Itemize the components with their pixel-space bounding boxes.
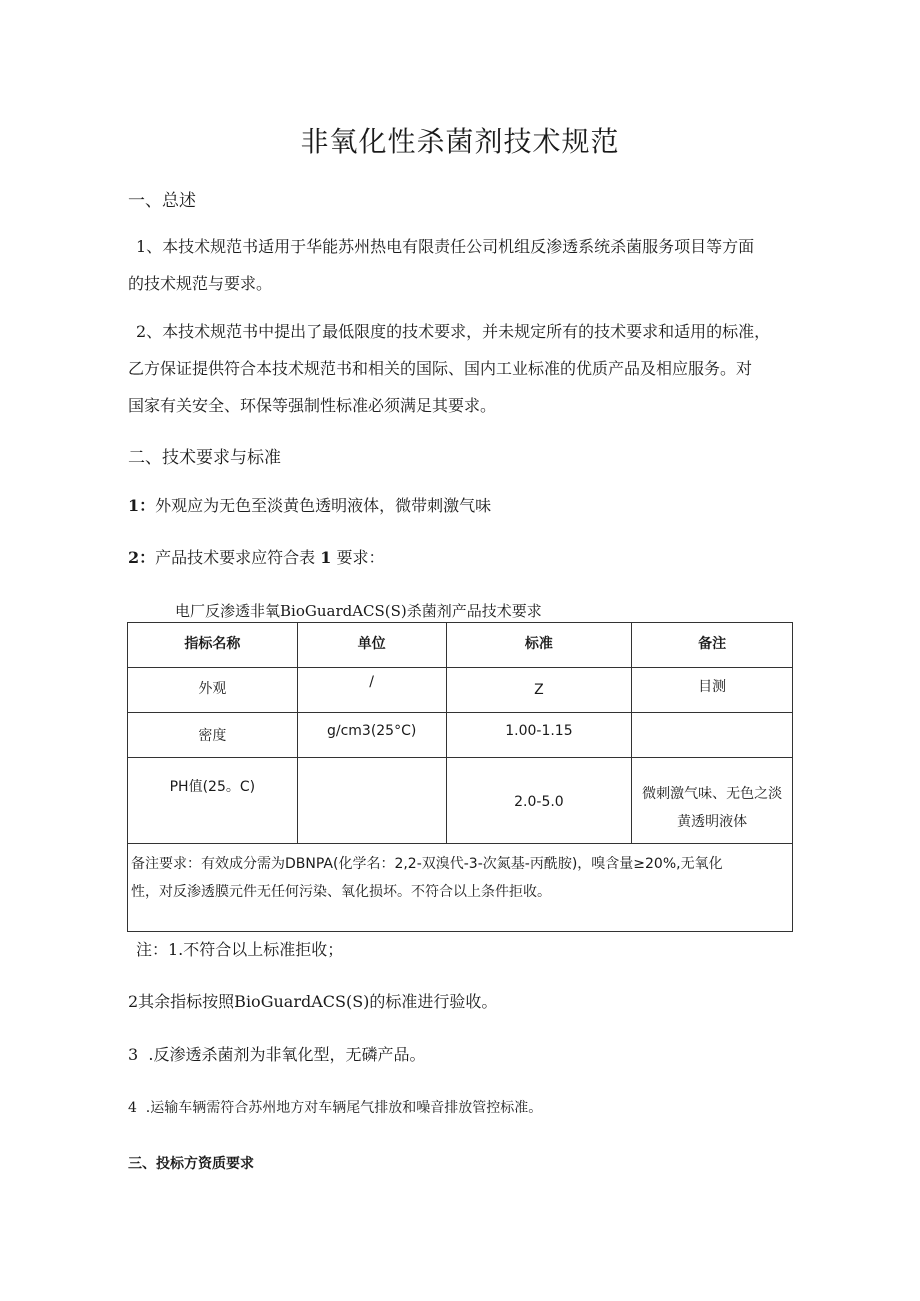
table-header-row [128, 623, 793, 668]
table-remark [128, 844, 793, 932]
cell-remark [632, 758, 793, 844]
cell-unit: / [297, 668, 446, 713]
section1-para1-line1: 1、本技术规范书适用于华能苏州热电有限责任公司机组反渗透系统杀菌服务项目等方面 [136, 237, 755, 256]
section3-heading: 三、投标方资质要求 [128, 1156, 254, 1172]
cell-standard: Z [446, 668, 632, 713]
header-unit: 单位 [297, 623, 446, 668]
cell-name: 外观 [128, 668, 298, 713]
header-standard: 标准 [446, 623, 632, 668]
requirement-item-1 [128, 493, 491, 516]
item-text-end: 要求： [336, 548, 385, 567]
section1-para1-line2: 的技术规范与要求。 [128, 274, 273, 293]
cell-unit: g∕cm3(25°C) [297, 713, 446, 758]
table-ref-number: 1 [320, 548, 332, 567]
section1-para2-line3: 国家有关安全、环保等强制性标准必须满足其要求。 [128, 396, 497, 415]
cell-remark [632, 713, 793, 758]
section1-heading: 一、总述 [128, 191, 196, 211]
cell-unit [297, 758, 446, 844]
header-remark: 备注 [632, 623, 793, 668]
table-row [128, 758, 793, 844]
item-number: 2： [128, 548, 156, 567]
item-text: 产品技术要求应符合表 [155, 548, 316, 567]
item-text: 外观应为无色至淡黄色透明液体，微带刺激气味 [155, 496, 492, 515]
cell-standard: 1.00-1.15 [446, 713, 632, 758]
cell-remark: 目测 [632, 668, 793, 713]
section1-para2-line1: 2、本技术规范书中提出了最低限度的技术要求，并未规定所有的技术要求和适用的标准， [136, 322, 771, 341]
page-title: 非氧化性杀菌剂技术规范 [300, 125, 620, 158]
remark-line-1: 备注要求：有效成分需为DBNPA(化学名：2,2-双溴代-3-次氮基-丙酰胺)，嗅含量≥20%,无氧化 [131, 856, 723, 872]
remark-line: 黄透明液体 [677, 814, 748, 830]
cell-name: PH值(25。C) [128, 758, 298, 844]
table-row [128, 713, 793, 758]
requirement-item-2 [128, 545, 385, 568]
remark-line-2: 性，对反渗透膜元件无任何污染、氧化损坏。不符合以上条件拒收。 [131, 884, 551, 900]
header-indicator: 指标名称 [128, 623, 298, 668]
section1-para2-line2: 乙方保证提供符合本技术规范书和相关的国际、国内工业标准的优质产品及相应服务。对 [128, 359, 753, 378]
cell-name: 密度 [128, 713, 298, 758]
table-caption: 电厂反渗透非氧BioGuardACS(S)杀菌剂产品技术要求 [175, 602, 542, 620]
item-number: 1： [128, 496, 156, 515]
cell-standard: 2.0-5.0 [446, 758, 632, 844]
note-3: 3 .反渗透杀菌剂为非氧化型，无磷产品。 [128, 1045, 426, 1064]
section2-heading: 二、技术要求与标准 [128, 448, 281, 468]
note-1: 注：1.不符合以上标准拒收； [136, 940, 344, 959]
spec-table [127, 622, 793, 932]
table-row [128, 668, 793, 713]
note-4: 4 .运输车辆需符合苏州地方对车辆尾气排放和噪音排放管控标准。 [128, 1100, 543, 1116]
note-2: 2其余指标按照BioGuardACS(S)的标准进行验收。 [128, 992, 498, 1011]
remark-line: 微刺激气味、无色之淡 [642, 786, 783, 802]
table-remark-row [128, 844, 793, 932]
